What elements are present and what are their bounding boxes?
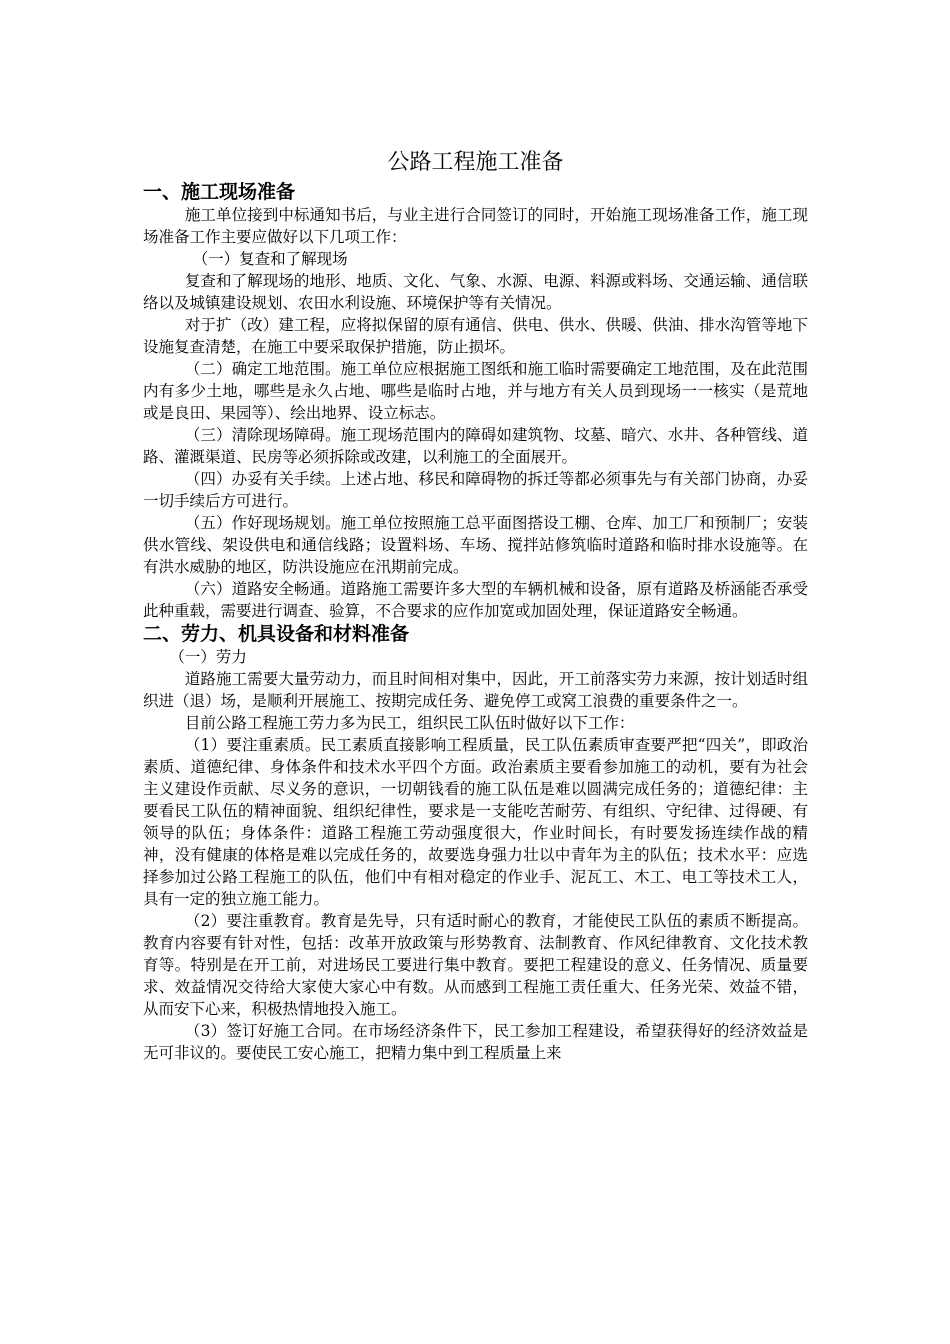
paragraph: （三）清除现场障碍。施工现场范围内的障碍如建筑物、坟墓、暗穴、水井、各种管线、道路、灌溉渠道、民房等必须拆除或改建，以利施工的全面展开。 — [143, 426, 808, 466]
paragraph: （二）确定工地范围。施工单位应根据施工图纸和施工临时需要确定工地范围，及在此范围内有多少土地，哪些是永久占地、哪些是临时占地，并与地方有关人员到现场一一核实（是荒地或是良田、果园等）、绘出地界、设立标志。 — [143, 360, 808, 422]
page-title: 公路工程施工准备 — [387, 150, 564, 175]
section-heading: 二、劳力、机具设备和材料准备 — [143, 623, 410, 645]
paragraph: （1）要注重素质。民工素质直接影响工程质量，民工队伍素质审查要严把“四关”，即政治素质、道德纪律、身体条件和技术水平四个方面。政治素质主要看参加施工的动机，要有为社会主义建设作贡献、尽义务的意识，一切朝钱看的施工队伍是难以圆满完成任务的；道德纪律：主要看民工队伍的精神面貌、组织纪律性，要求是一支能吃苦耐劳、有组织、守纪律、过得硬、有领导的队伍；身体条件：道路工程施工劳动强度很大，作业时间长，有时要发扬连续作战的精神，没有健康的体格是难以完成任务的，故要选身强力壮以中青年为主的队伍；技术水平：应选择参加过公路工程施工的队伍，他们中有相对稳定的作业手、泥瓦工、木工、电工等技术工人，具有一定的独立施工能力。 — [143, 736, 808, 908]
section-heading: 一、施工现场准备 — [143, 181, 296, 203]
paragraph: （五）作好现场规划。施工单位按照施工总平面图搭设工棚、仓库、加工厂和预制厂；安装供水管线、架设供电和通信线路；设置料场、车场、搅拌站修筑临时道路和临时排水设施等。在有洪水威胁的地区，防洪设施应在汛期前完成。 — [143, 514, 808, 576]
paragraph: 复查和了解现场的地形、地质、文化、气象、水源、电源、料源或料场、交通运输、通信联络以及城镇建设规划、农田水利设施、环境保护等有关情况。 — [143, 272, 808, 312]
paragraph: （六）道路安全畅通。道路施工需要许多大型的车辆机械和设备，原有道路及桥涵能否承受此种重载，需要进行调查、验算，不合要求的应作加宽或加固处理，保证道路安全畅通。 — [143, 580, 808, 620]
paragraph: 目前公路工程施工劳力多为民工，组织民工队伍时做好以下工作： — [184, 714, 635, 732]
document-body — [143, 146, 808, 1064]
paragraph: （2）要注重教育。教育是先导，只有适时耐心的教育，才能使民工队伍的素质不断提高。教育内容要有针对性，包括：改革开放政策与形势教育、法制教育、作风纪律教育、文化技术教育等。特别是在开工前，对进场民工要进行集中教育。要把工程建设的意义、任务情况、质量要求、效益情况交待给大家使大家心中有数。从而感到工程施工责任重大、任务光荣、效益不错，从而安下心来，积极热情地投入施工。 — [143, 912, 808, 1018]
subheading: （一）复查和了解现场 — [192, 250, 348, 268]
subheading: （一）劳力 — [169, 648, 247, 666]
paragraph: （四）办妥有关手续。上述占地、移民和障碍物的拆迁等都必须事先与有关部门协商，办妥一切手续后方可进行。 — [143, 470, 808, 510]
paragraph: 施工单位接到中标通知书后，与业主进行合同签订的同时，开始施工现场准备工作，施工现场准备工作主要应做好以下几项工作： — [143, 206, 808, 246]
paragraph: （3）签订好施工合同。在市场经济条件下，民工参加工程建设，希望获得好的经济效益是无可非议的。要使民工安心施工，把精力集中到工程质量上来 — [143, 1022, 808, 1062]
paragraph: 对于扩（改）建工程，应将拟保留的原有通信、供电、供水、供暖、供油、排水沟管等地下设施复查清楚，在施工中要采取保护措施，防止损坏。 — [143, 316, 808, 356]
paragraph: 道路施工需要大量劳动力，而且时间相对集中，因此，开工前落实劳力来源，按计划适时组织进（退）场，是顺利开展施工、按期完成任务、避免停工或窝工浪费的重要条件之一。 — [143, 670, 808, 710]
